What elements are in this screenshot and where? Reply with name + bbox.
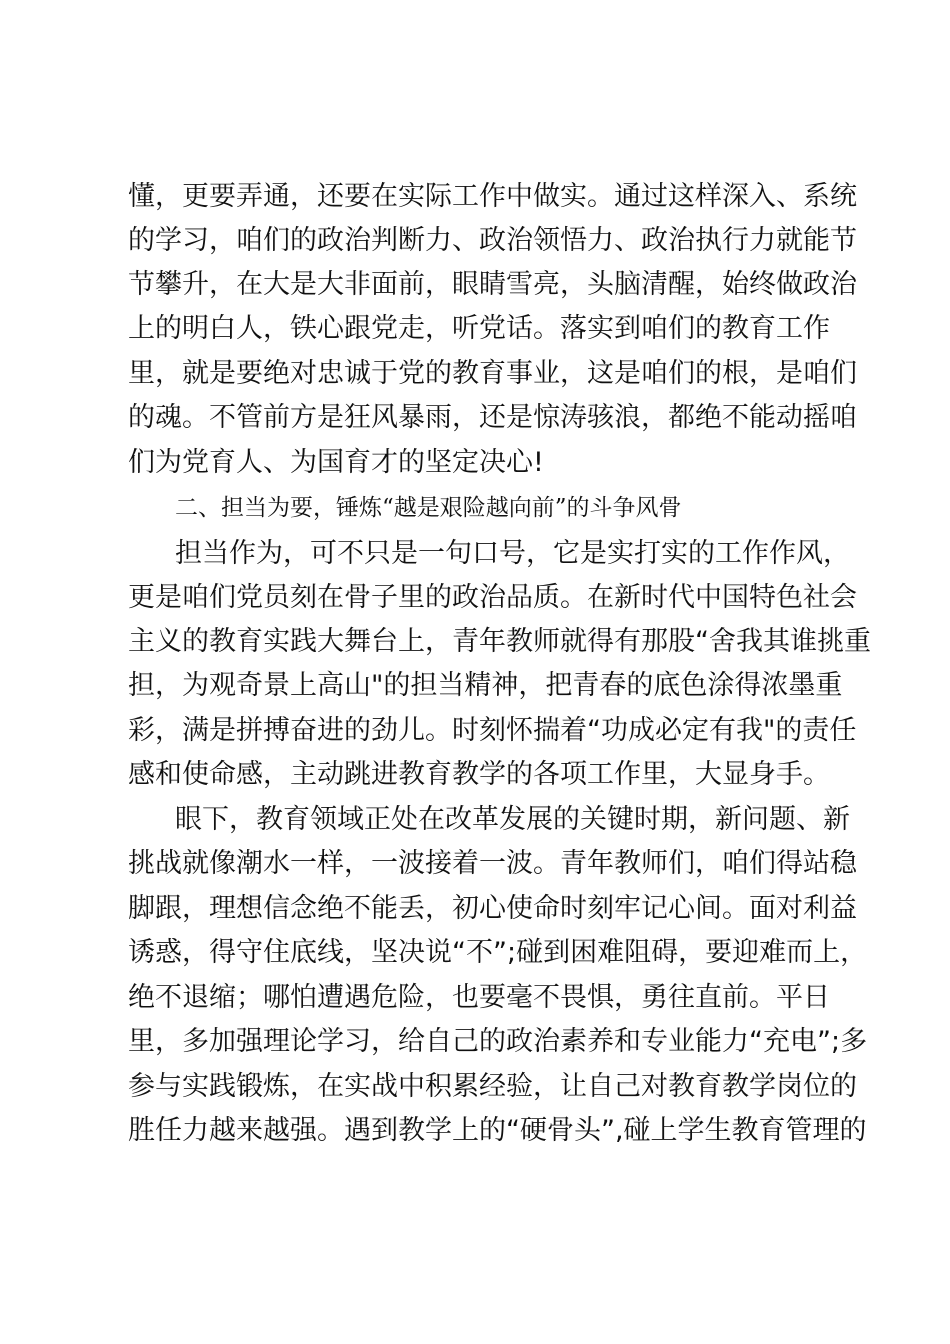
paragraph-line: 绝不退缩；哪怕遭遇危险，也要毫不畏惧，勇往直前。平日: [128, 982, 830, 1013]
paragraph-line: 节攀升，在大是大非面前，眼睛雪亮，头脑清醒，始终做政治: [128, 269, 857, 300]
paragraph-line: 上的明白人，铁心跟党走，听党话。落实到咱们的教育工作: [128, 313, 830, 344]
paragraph-line: 感和使命感，主动跳进教育教学的各项工作里，大显身手。: [128, 759, 830, 790]
paragraph-line: 的学习，咱们的政治判断力、政治领悟力、政治执行力就能节: [128, 225, 857, 256]
paragraph-line: 的魂。不管前方是狂风暴雨，还是惊涛骇浪，都绝不能动摇咱: [128, 402, 857, 433]
paragraph-line: 里，多加强理论学习，给自己的政治素养和专业能力“充电”;多: [128, 1026, 868, 1057]
paragraph-line: 彩，满是拼搏奋进的劲儿。时刻怀揣着“功成必定有我"的责任: [128, 715, 857, 746]
paragraph-line: 担，为观奇景上高山"的担当精神，把青春的底色涂得浓墨重: [128, 670, 843, 701]
paragraph-line: 懂，更要弄通，还要在实际工作中做实。通过这样深入、系统: [128, 181, 857, 212]
paragraph-line: 眼下，教育领域正处在改革发展的关键时期，新问题、新: [175, 804, 850, 835]
paragraph-line: 更是咱们党员刻在骨子里的政治品质。在新时代中国特色社会: [128, 582, 857, 613]
paragraph-line: 主义的教育实践大舞台上，青年教师就得有那股“舍我其谁挑重: [128, 626, 871, 657]
paragraph-line: 担当作为，可不只是一句口号，它是实打实的工作作风，: [175, 538, 850, 569]
paragraph-line: 诱惑，得守住底线，坚决说“不”;碰到困难阻碍，要迎难而上，: [128, 937, 868, 968]
paragraph-line: 里，就是要绝对忠诚于党的教育事业，这是咱们的根，是咱们: [128, 358, 857, 389]
paragraph-line: 脚跟，理想信念绝不能丢，初心使命时刻牢记心间。面对利益: [128, 893, 857, 924]
paragraph-line: 们为党育人、为国育才的坚定决心!: [128, 447, 544, 478]
paragraph-line: 参与实践锻炼，在实战中积累经验，让自己对教育教学岗位的: [128, 1071, 857, 1102]
section-heading: 二、担当为要，锤炼“越是艰险越向前”的斗争风骨: [175, 495, 682, 521]
paragraph-line: 挑战就像潮水一样，一波接着一波。青年教师们，咱们得站稳: [128, 848, 857, 879]
paragraph-line: 胜任力越来越强。遇到教学上的“硬骨头”,碰上学生教育管理的: [128, 1115, 867, 1146]
